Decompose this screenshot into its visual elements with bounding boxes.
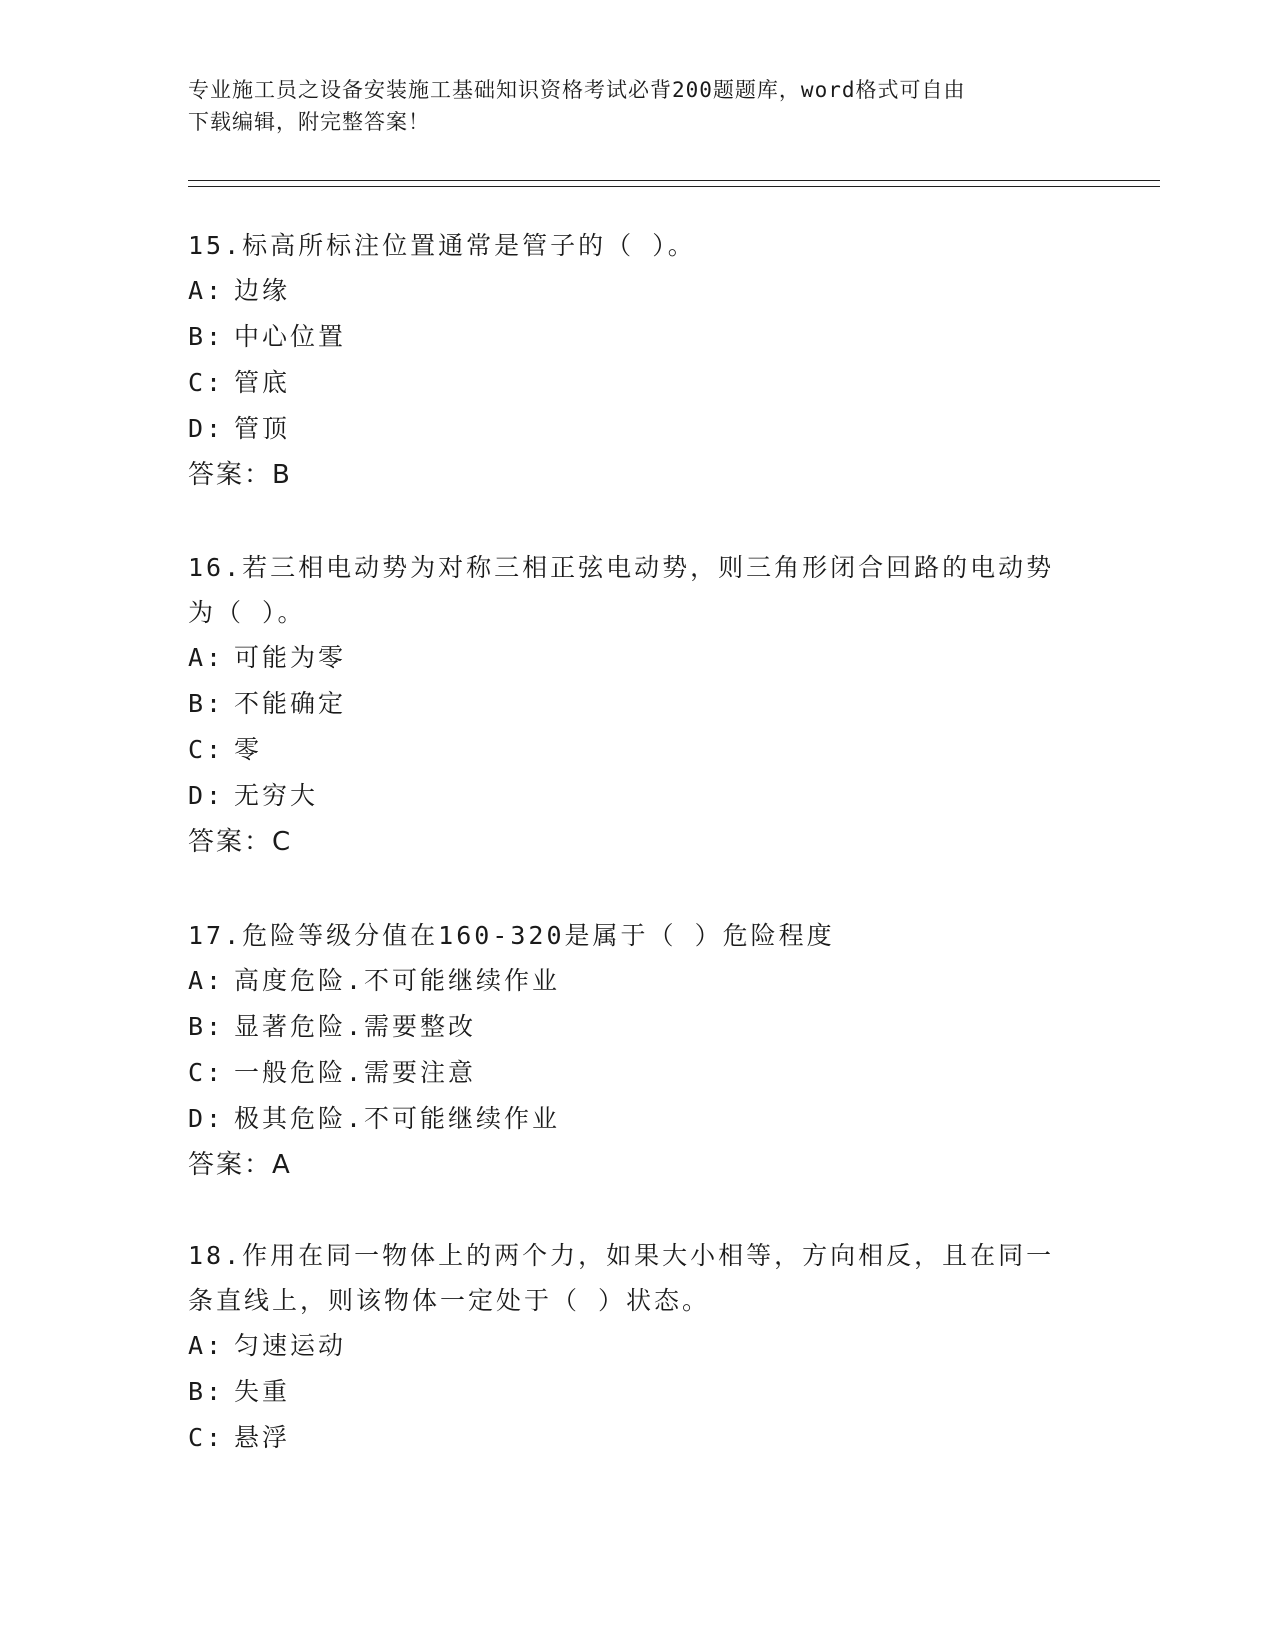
option-text: 显著危险.需要整改: [234, 1012, 477, 1041]
option-b: [188, 1004, 1088, 1050]
question-text-line-1: 18.作用在同一物体上的两个力，如果大小相等，方向相反，且在同一: [188, 1241, 1055, 1270]
option-label: C:: [188, 1423, 225, 1452]
option-c: [188, 727, 1088, 773]
option-label: B:: [188, 1377, 225, 1406]
question-16: [188, 545, 1088, 865]
option-label: A:: [188, 966, 225, 995]
option-text: 失重: [234, 1377, 291, 1406]
option-b: [188, 314, 1088, 360]
option-label: A:: [188, 643, 225, 672]
answer: 答案：C: [188, 827, 293, 857]
option-text: 悬浮: [234, 1423, 291, 1452]
option-c: [188, 1415, 1088, 1461]
option-label: C:: [188, 368, 225, 397]
option-text: 管顶: [234, 414, 291, 443]
option-label: A:: [188, 1331, 225, 1360]
option-text: 一般危险.需要注意: [234, 1058, 477, 1087]
question-18: [188, 1233, 1088, 1461]
option-d: [188, 406, 1088, 452]
question-text-line-1: 16.若三相电动势为对称三相正弦电动势，则三角形闭合回路的电动势: [188, 553, 1055, 582]
option-label: D:: [188, 781, 225, 810]
option-text: 无穷大: [234, 781, 319, 810]
answer: 答案：A: [188, 1150, 292, 1180]
option-c: [188, 1050, 1088, 1096]
option-a: [188, 268, 1088, 314]
option-label: C:: [188, 1058, 225, 1087]
option-c: [188, 360, 1088, 406]
option-a: [188, 635, 1088, 681]
option-text: 不能确定: [234, 689, 347, 718]
option-text: 匀速运动: [234, 1331, 347, 1360]
answer: 答案：B: [188, 460, 292, 490]
question-text-line-2: 为（ ）。: [188, 598, 306, 627]
header-line-2: 下载编辑，附完整答案！: [188, 110, 430, 134]
question-text: 17.危险等级分值在160-320是属于（ ）危险程度: [188, 921, 835, 950]
header-line-1: 专业施工员之设备安装施工基础知识资格考试必背200题题库，word格式可自由: [188, 78, 966, 102]
document-header: [188, 74, 1068, 138]
option-label: B:: [188, 322, 225, 351]
option-d: [188, 773, 1088, 819]
option-text: 中心位置: [234, 322, 347, 351]
option-label: A:: [188, 276, 225, 305]
option-text: 高度危险.不可能继续作业: [234, 966, 561, 995]
header-divider: [188, 180, 1160, 187]
question-text: 15.标高所标注位置通常是管子的（ ）。: [188, 231, 696, 260]
option-label: B:: [188, 1012, 225, 1041]
option-label: C:: [188, 735, 225, 764]
option-text: 管底: [234, 368, 291, 397]
option-text: 极其危险.不可能继续作业: [234, 1104, 561, 1133]
option-label: D:: [188, 414, 225, 443]
option-d: [188, 1096, 1088, 1142]
option-label: B:: [188, 689, 225, 718]
option-label: D:: [188, 1104, 225, 1133]
question-17: [188, 913, 1088, 1188]
option-a: [188, 1323, 1088, 1369]
option-b: [188, 681, 1088, 727]
option-a: [188, 958, 1088, 1004]
option-text: 零: [234, 735, 263, 764]
option-text: 边缘: [234, 276, 291, 305]
option-b: [188, 1369, 1088, 1415]
option-text: 可能为零: [234, 643, 347, 672]
question-15: [188, 223, 1088, 498]
question-text-line-2: 条直线上，则该物体一定处于（ ）状态。: [188, 1286, 711, 1315]
